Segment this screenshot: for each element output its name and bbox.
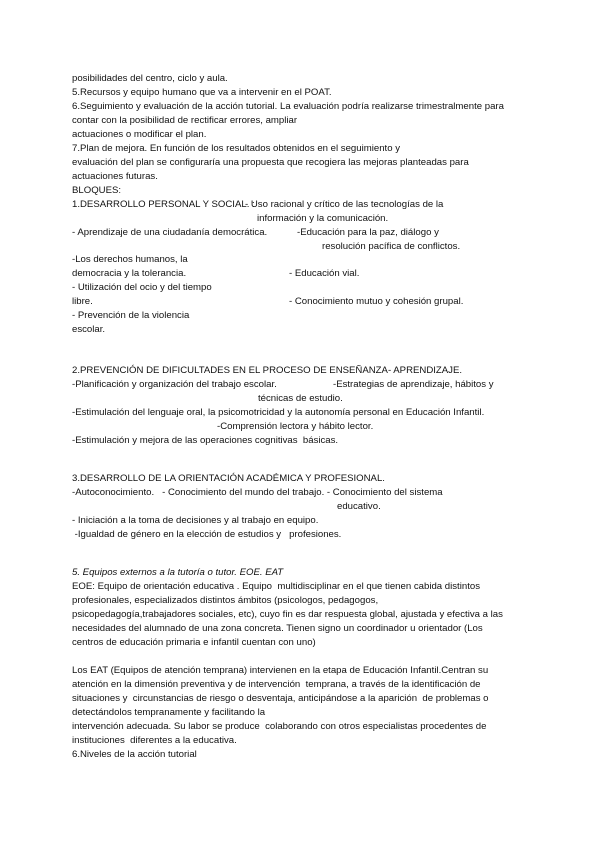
text-line: 6.Seguimiento y evaluación de la acción tutorial. La evaluación podría realizarse trimestralmente para bbox=[72, 101, 504, 112]
section-heading: 5. Equipos externos a la tutoría o tutor. EOE. EAT bbox=[72, 567, 284, 578]
text-line: instituciones diferentes a la educativa. bbox=[72, 735, 237, 746]
block-item: -Estrategias de aprendizaje, hábitos y bbox=[333, 379, 494, 390]
text-line: actuaciones futuras. bbox=[72, 171, 158, 182]
text-line: profesionales, especializados distintos ámbitos (psicologos, pedagogos, bbox=[72, 595, 379, 606]
block-title: 1.DESARROLLO PERSONAL Y SOCIAL. : bbox=[72, 199, 255, 210]
block-item: -Los derechos humanos, la bbox=[72, 254, 188, 265]
block-item: - Aprendizaje de una ciudadanía democrática. bbox=[72, 227, 268, 238]
text-line: Los EAT (Equipos de atención temprana) intervienen en la etapa de Educación Infantil.Centran su bbox=[72, 665, 489, 676]
block-title: 2.PREVENCIÓN DE DIFICULTADES EN EL PROCESO DE ENSEÑANZA- APRENDIZAJE. bbox=[72, 365, 463, 376]
block-title: 3.DESARROLLO DE LA ORIENTACIÓN ACADÉMICA Y PROFESIONAL. bbox=[72, 473, 385, 484]
block-item: -Igualdad de género en la elección de estudios y profesiones. bbox=[72, 529, 342, 540]
text-line: necesidades del alumnado de una zona concreta. Tienen signo un coordinador u orientador (Los bbox=[72, 623, 483, 634]
text-line: centros de educación primaria e infantil cuentan con uno) bbox=[72, 637, 316, 648]
text-line: atención en la dimensión preventiva y de intervención temprana, a través de la identificación de bbox=[72, 679, 481, 690]
text-line: situaciones y circunstancias de riesgo o desventaja, anticipándose a la aparición de problemas o bbox=[72, 693, 489, 704]
block-item: - Conocimiento mutuo y cohesión grupal. bbox=[289, 296, 464, 307]
text-line: posibilidades del centro, ciclo y aula. bbox=[72, 73, 228, 84]
text-line: 5.Recursos y equipo humano que va a intervenir en el POAT. bbox=[72, 87, 332, 98]
block-item: información y la comunicación. bbox=[257, 213, 389, 224]
block-item: -Comprensión lectora y hábito lector. bbox=[217, 421, 374, 432]
block-item: libre. bbox=[72, 296, 93, 307]
text-line: evaluación del plan se configuraría una propuesta que recogiera las mejoras planteadas para bbox=[72, 157, 469, 168]
block-item: -Educación para la paz, diálogo y bbox=[297, 227, 439, 238]
text-line: EOE: Equipo de orientación educativa . Equipo multidisciplinar en el que tienen cabida distintos bbox=[72, 581, 480, 592]
section-label: BLOQUES: bbox=[72, 185, 122, 196]
block-item: - Prevención de la violencia bbox=[72, 310, 190, 321]
text-line: psicopedagogía,trabajadores sociales, etc), cuyo fin es dar respuesta global, ajustada y efectiva a las bbox=[72, 609, 503, 620]
block-item: - Utilización del ocio y del tiempo bbox=[72, 282, 212, 293]
text-line: intervención adecuada. Su labor se produce colaborando con otros especialistas procedentes de bbox=[72, 721, 487, 732]
block-item: -Planificación y organización del trabajo escolar. bbox=[72, 379, 277, 390]
block-item: - Iniciación a la toma de decisiones y al trabajo en equipo. bbox=[72, 515, 319, 526]
text-line: actuaciones o modificar el plan. bbox=[72, 129, 207, 140]
section-heading: 6.Niveles de la acción tutorial bbox=[72, 749, 197, 760]
text-line: 7.Plan de mejora. En función de los resultados obtenidos en el seguimiento y bbox=[72, 143, 400, 154]
block-item: - Uso racional y crítico de las tecnologías de la bbox=[245, 199, 444, 210]
text-line: detectándolos tempranamente y facilitando la bbox=[72, 707, 266, 718]
block-item: -Autoconocimiento. - Conocimiento del mundo del trabajo. - Conocimiento del sistema bbox=[72, 487, 443, 498]
block-item: -Estimulación y mejora de las operaciones cognitivas básicas. bbox=[72, 435, 339, 446]
block-item: escolar. bbox=[72, 324, 106, 335]
block-item: resolución pacífica de conflictos. bbox=[322, 241, 461, 252]
block-item: -Estimulación del lenguaje oral, la psicomotricidad y la autonomía personal en Educación Infantil. bbox=[72, 407, 485, 418]
block-item: democracia y la tolerancia. bbox=[72, 268, 187, 279]
text-line: contar con la posibilidad de rectificar errores, ampliar bbox=[72, 115, 298, 126]
block-item: - Educación vial. bbox=[289, 268, 360, 279]
block-item: educativo. bbox=[337, 501, 381, 512]
block-item: técnicas de estudio. bbox=[258, 393, 343, 404]
